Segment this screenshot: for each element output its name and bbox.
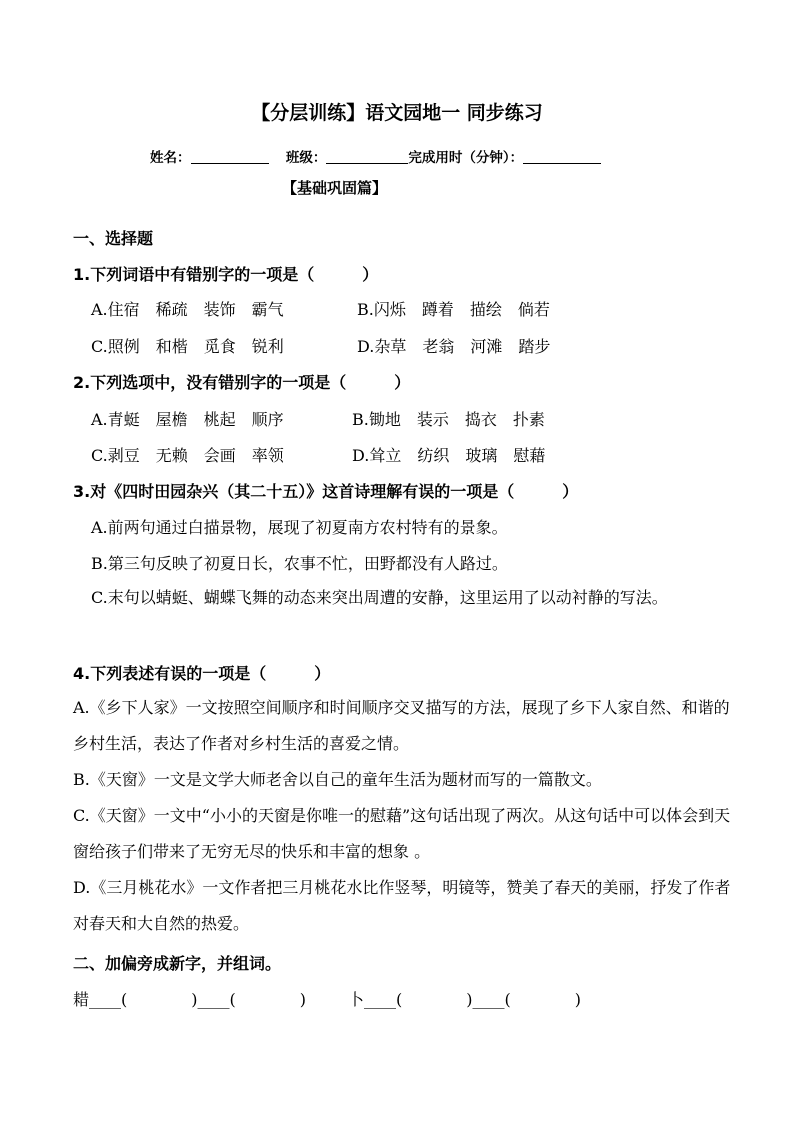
question-1-option-b[interactable]: B.闪烁 蹲着 描绘 倘若 bbox=[357, 300, 550, 319]
question-2-option-a[interactable]: A.青蜓 屋檐 桃起 顺序 bbox=[91, 410, 284, 429]
class-blank[interactable] bbox=[326, 149, 408, 164]
question-1-stem: 1.下列词语中有错别字的一项是（ ） bbox=[73, 265, 379, 284]
question-3-option-b[interactable]: B.第三句反映了初夏日长，农事不忙，田野都没有人路过。 bbox=[91, 554, 508, 573]
question-3-stem: 3.对《四时田园杂兴（其二十五）》这首诗理解有误的一项是（ ） bbox=[73, 482, 579, 501]
question-2-option-d[interactable]: D.耸立 纺织 玻璃 慰藉 bbox=[352, 446, 546, 465]
question-4-option-c[interactable]: C.《天窗》一文中“小小的天窗是你唯一的慰藉”这句话出现了两次。从这句话中可以体会到天窗给孩子们带来了无穷无尽的快乐和丰富的想象 。 bbox=[73, 806, 731, 861]
time-label: 完成用时（分钟）： bbox=[408, 150, 524, 166]
section-label-basic: 【基础巩固篇】 bbox=[282, 179, 388, 197]
student-info-line bbox=[150, 146, 601, 166]
question-3-option-a[interactable]: A.前两句通过白描景物，展现了初夏南方农村特有的景象。 bbox=[91, 518, 508, 537]
question-3-option-c[interactable]: C.末句以蜻蜓、蝴蝶飞舞的动态来突出周遭的安静，这里运用了以动衬静的写法。 bbox=[91, 588, 668, 607]
question-4-option-a[interactable]: A.《乡下人家》一文按照空间顺序和时间顺序交叉描写的方法，展现了乡下人家自然、和谐的乡村生活，表达了作者对乡村生活的喜爱之情。 bbox=[73, 698, 730, 753]
question-1-option-d[interactable]: D.杂草 老翁 河滩 踏步 bbox=[357, 337, 551, 356]
part2-heading: 二、加偏旁成新字，并组词。 bbox=[73, 954, 282, 973]
radical-exercise-2[interactable]: 卜____( )____( ) bbox=[348, 990, 581, 1009]
question-2-option-b[interactable]: B.锄地 装示 捣衣 扑素 bbox=[352, 410, 545, 429]
name-blank[interactable] bbox=[191, 149, 269, 164]
question-4-option-d[interactable]: D.《三月桃花水》一文作者把三月桃花水比作竖琴，明镜等，赞美了春天的美丽，抒发了作者对春天和大自然的热爱。 bbox=[73, 878, 731, 933]
question-2-option-c[interactable]: C.剥豆 无赖 会画 率领 bbox=[91, 446, 284, 465]
class-label: 班级： bbox=[285, 150, 327, 166]
question-1-option-c[interactable]: C.照例 和楷 觅食 锐利 bbox=[91, 337, 284, 356]
time-blank[interactable] bbox=[523, 149, 601, 164]
page-title: 【分层训练】语文园地一 同步练习 bbox=[251, 102, 543, 124]
radical-exercise-1[interactable]: 耤____( )____( ) bbox=[73, 990, 306, 1009]
question-4-stem: 4.下列表述有误的一项是（ ） bbox=[73, 664, 331, 683]
question-4-option-b[interactable]: B.《天窗》一文是文学大师老舍以自己的童年生活为题材而写的一篇散文。 bbox=[73, 770, 602, 789]
question-1-option-a[interactable]: A.住宿 稀疏 装饰 霸气 bbox=[91, 300, 284, 319]
name-label: 姓名： bbox=[150, 150, 191, 166]
part1-heading: 一、选择题 bbox=[73, 229, 154, 248]
question-2-stem: 2.下列选项中，没有错别字的一项是（ ） bbox=[73, 373, 411, 392]
